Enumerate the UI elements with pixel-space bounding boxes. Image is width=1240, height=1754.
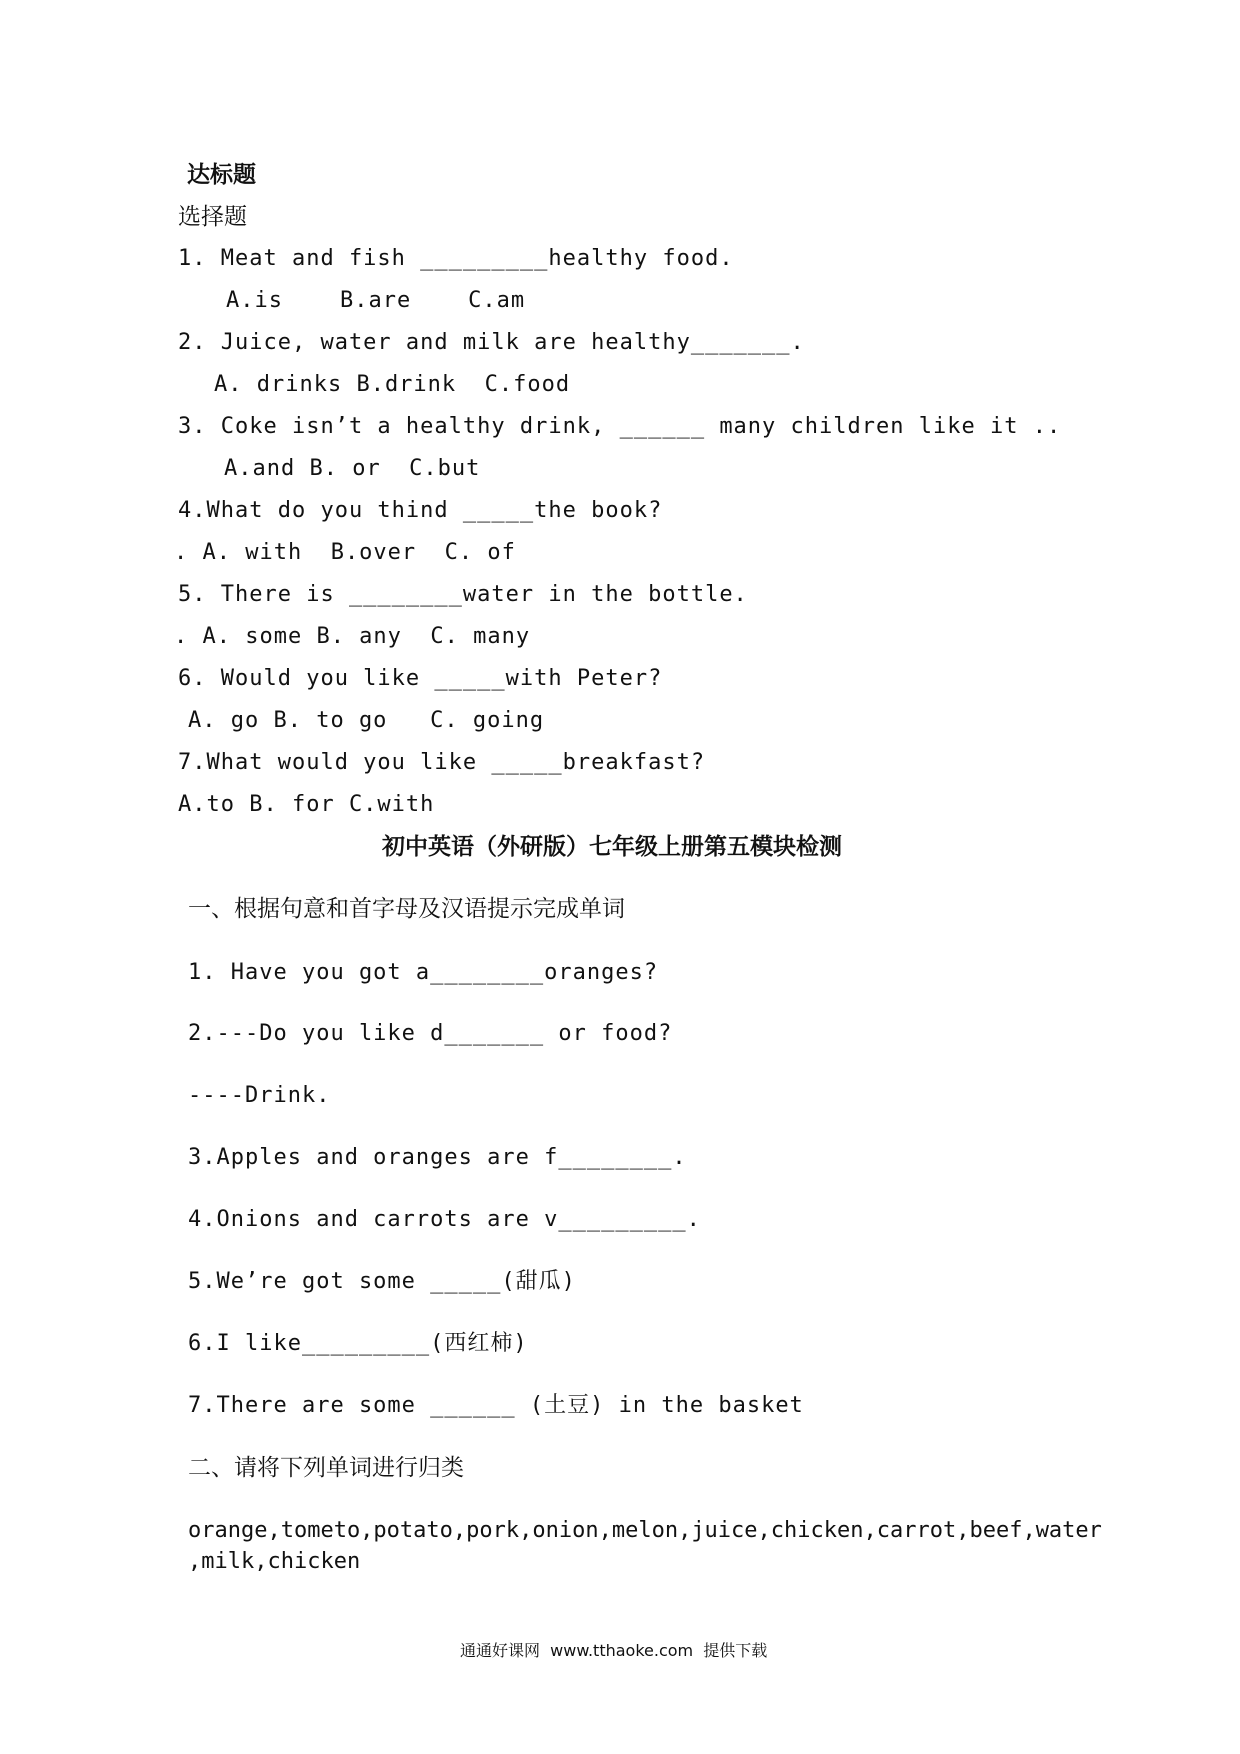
word-list-line-2: ,milk,chicken [188,1549,361,1574]
fill-item-5: 5.We’re got some _____(甜瓜) [188,1269,576,1294]
fill-item-6: 6.I like_________(西红柿) [188,1331,528,1356]
fill-item-7: 7.There are some ______ (土豆) in the basket [188,1393,804,1418]
question-5-options: . A. some B. any C. many [174,624,531,649]
fill-item-2-answer: ----Drink. [188,1083,331,1108]
question-6-options: A. go B. to go C. going [188,708,545,733]
section-subheading: 选择题 [178,204,247,230]
fill-item-1: 1. Have you got a________oranges? [188,960,659,985]
question-2-options: A. drinks B.drink C.food [214,372,571,397]
question-7-options: A.to B. for C.with [178,792,435,817]
question-3: 3. Coke isn’t a healthy drink, ______ many children like it .. [178,414,1062,439]
fill-item-3: 3.Apples and oranges are f________. [188,1145,687,1170]
section-heading: 达标题 [187,162,256,188]
question-5: 5. There is ________water in the bottle. [178,582,748,607]
question-4-options: . A. with B.over C. of [174,540,516,565]
part-1-heading: 一、根据句意和首字母及汉语提示完成单词 [188,896,625,922]
part-2-heading: 二、请将下列单词进行归类 [188,1455,464,1481]
question-4: 4.What do you thind _____the book? [178,498,663,523]
question-7: 7.What would you like _____breakfast? [178,750,706,775]
question-1-options: A.is B.are C.am [226,288,526,313]
footer-text: 通通好课网 www.tthaoke.com 提供下载 [460,1641,768,1660]
fill-item-4: 4.Onions and carrots are v_________. [188,1207,701,1232]
question-6: 6. Would you like _____with Peter? [178,666,663,691]
fill-item-2: 2.---Do you like d_______ or food? [188,1021,673,1046]
question-1: 1. Meat and fish _________healthy food. [178,246,734,271]
question-2: 2. Juice, water and milk are healthy_______. [178,330,805,355]
question-3-options: A.and B. or C.but [224,456,481,481]
test-title: 初中英语（外研版）七年级上册第五模块检测 [382,834,842,860]
word-list-line-1: orange,tometo,potato,pork,onion,melon,juice,chicken,carrot,beef,water [188,1518,1102,1543]
